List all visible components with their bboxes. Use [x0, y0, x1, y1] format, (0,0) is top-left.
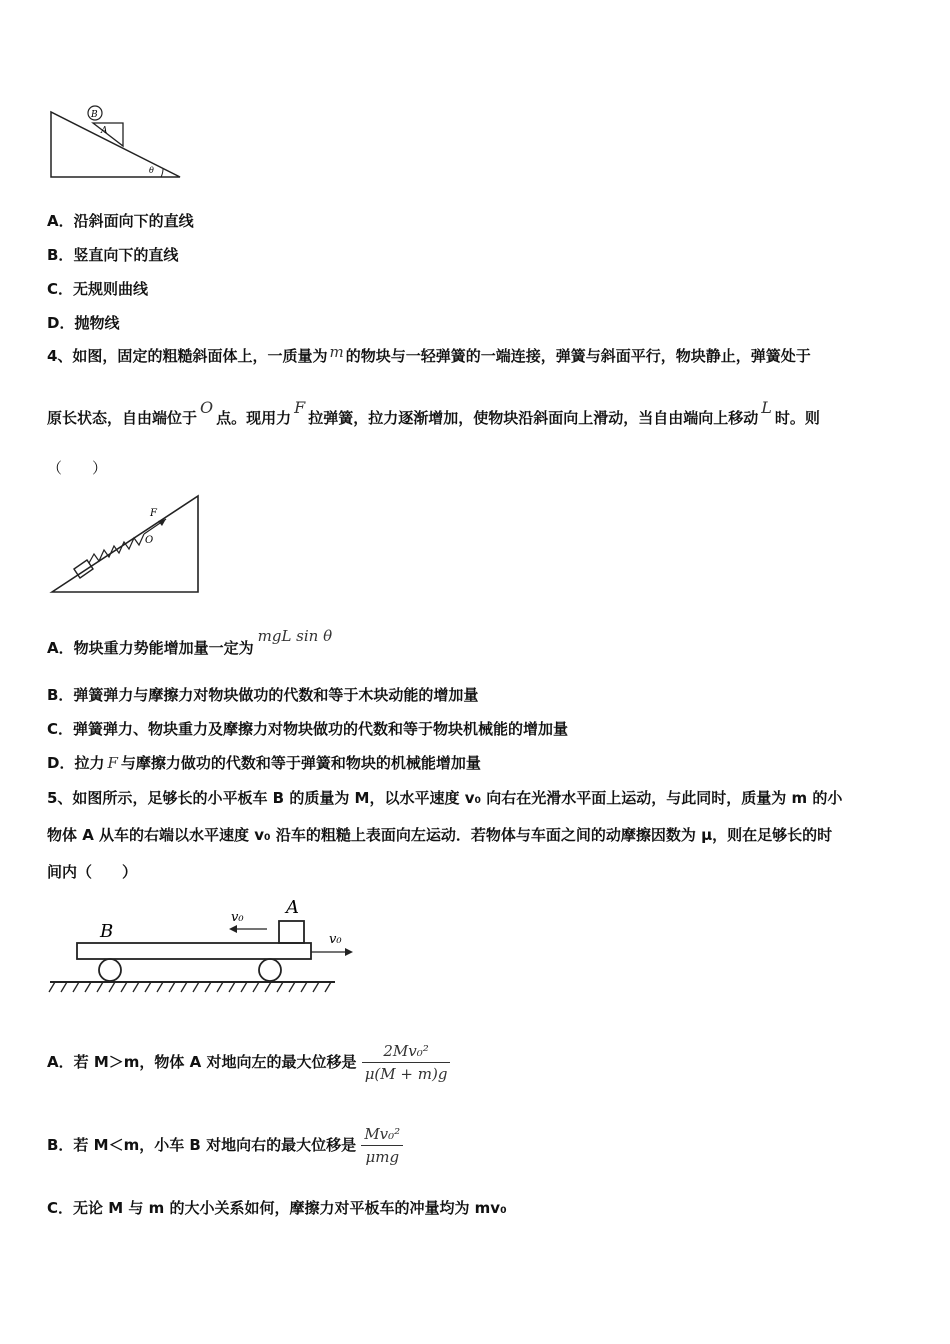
q4-answer-paren: （ ）	[47, 459, 108, 477]
q5-option-b	[47, 1123, 403, 1167]
q5-stem-line1: 5、如图所示，足够长的小平板车 B 的质量为 M，以水平速度 v₀ 向右在光滑水平面上运动，与此同时，质量为 m 的小	[47, 789, 843, 807]
q4-force-arrowhead	[158, 519, 166, 526]
q4-stem-text-6: 时。则	[774, 409, 820, 427]
q5-option-b-text: B．若 M＜m，小车 B 对地向右的最大位移是	[47, 1136, 357, 1154]
q4-option-b: B．弹簧弹力与摩擦力对物块做功的代数和等于木块动能的增加量	[47, 686, 479, 704]
q4-option-d-text-2: 与摩擦力做功的代数和等于弹簧和物块的机械能增加量	[120, 754, 481, 772]
q5-label-a: A	[286, 897, 299, 918]
q4-stem-line2	[47, 398, 820, 428]
q4-label-o: O	[145, 535, 154, 546]
q5-arrowhead-left	[229, 925, 237, 933]
q5-option-a-numerator: 2Mv₀²	[362, 1042, 451, 1063]
q5-wheel-right	[259, 959, 281, 981]
q3-option-b: B．竖直向下的直线	[47, 246, 179, 264]
q5-option-b-denominator: μmg	[365, 1148, 400, 1166]
q4-option-d	[47, 753, 481, 773]
q4-stem-line1	[47, 343, 811, 366]
q5-stem-line3: 间内（ ）	[47, 863, 138, 881]
q5-cart-figure	[45, 893, 365, 1001]
q3-label-b: B	[91, 110, 98, 120]
q4-option-d-sym-f: F	[107, 754, 118, 772]
q5-option-a-denominator: μ(M + m)g	[364, 1065, 448, 1083]
q5-option-b-numerator: Mv₀²	[361, 1125, 403, 1146]
q5-option-a-fraction	[362, 1042, 451, 1083]
q5-ground-hatching	[49, 982, 331, 992]
q4-option-a	[47, 627, 333, 658]
q3-incline	[51, 112, 180, 177]
q4-sym-l: L	[761, 398, 772, 417]
q5-stem-line2: 物体 A 从车的右端以水平速度 v₀ 沿车的粗糙上表面向左运动．若物体与车面之间的动摩擦因数为 μ，则在足够长的时	[47, 826, 833, 844]
q4-spring	[89, 534, 144, 563]
q5-option-c: C．无论 M 与 m 的大小关系如何，摩擦力对平板车的冲量均为 mv₀	[47, 1199, 507, 1217]
q3-option-a: A．沿斜面向下的直线	[47, 212, 194, 230]
q3-label-a: A	[101, 126, 108, 136]
q3-option-d: D．抛物线	[47, 314, 120, 332]
q5-block-a	[279, 921, 304, 943]
q4-stem-text-2: 的物块与一轻弹簧的一端连接，弹簧与斜面平行，物块静止，弹簧处于	[345, 347, 811, 365]
q5-label-v-right: v₀	[329, 932, 342, 947]
q4-option-d-text-1: D．拉力	[47, 754, 105, 772]
q3-option-c: C．无规则曲线	[47, 280, 149, 298]
q3-incline-figure	[45, 100, 185, 182]
q3-block-a	[93, 123, 123, 146]
q4-stem-text-5: 拉弹簧，拉力逐渐增加，使物块沿斜面向上滑动，当自由端向上移动	[308, 409, 759, 427]
q4-incline-figure	[48, 490, 208, 596]
q5-option-b-fraction	[361, 1125, 403, 1166]
q3-label-angle: θ	[149, 166, 154, 175]
q5-arrowhead-right	[345, 948, 353, 956]
q4-stem-text-4: 点。现用力	[216, 409, 292, 427]
q4-stem-text-3: 原长状态，自由端位于	[47, 409, 198, 427]
q5-option-a	[47, 1040, 450, 1084]
q4-option-a-formula: mgL sin θ	[257, 627, 333, 645]
q4-label-f: F	[150, 508, 157, 519]
q5-cart-b	[77, 943, 311, 959]
q4-stem-text-1: 4、如图，固定的粗糙斜面体上，一质量为	[47, 347, 328, 365]
q5-option-a-text: A．若 M＞m，物体 A 对地向左的最大位移是	[47, 1053, 357, 1071]
q5-label-v-left: v₀	[231, 910, 244, 925]
q4-sym-o: O	[200, 398, 214, 417]
q4-option-a-text: A．物块重力势能增加量一定为	[47, 639, 254, 657]
q4-sym-f: F	[294, 398, 306, 417]
q5-wheel-left	[99, 959, 121, 981]
q3-angle-arc	[161, 169, 163, 177]
q4-option-c: C．弹簧弹力、物块重力及摩擦力对物块做功的代数和等于物块机械能的增加量	[47, 720, 569, 738]
q5-label-b: B	[100, 921, 114, 942]
q4-sym-m: m	[329, 343, 344, 361]
